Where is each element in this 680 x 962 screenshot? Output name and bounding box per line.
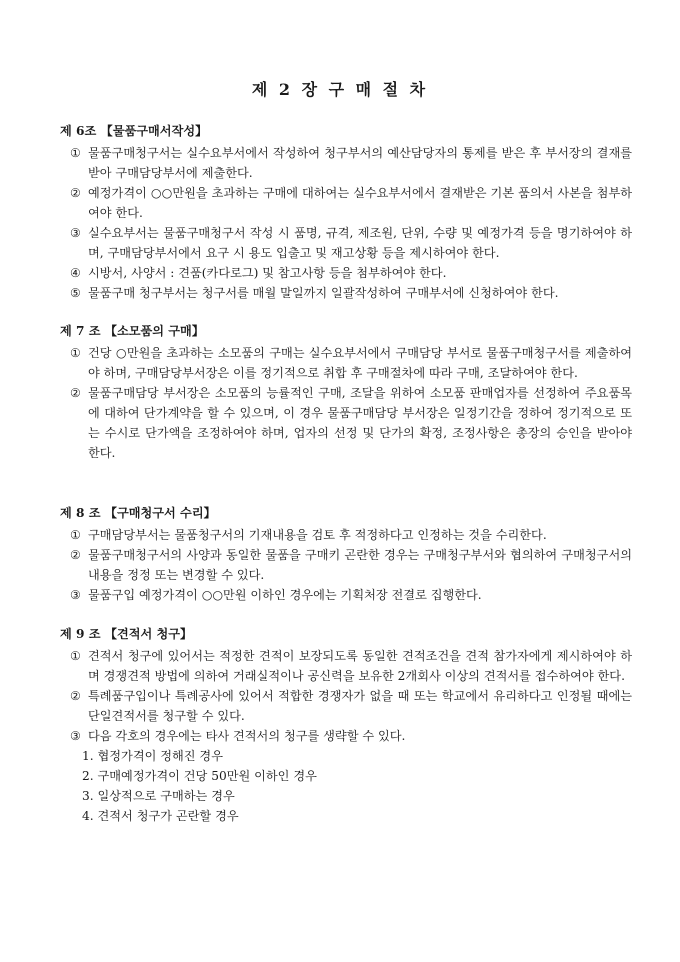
article-9 [60,624,632,826]
list-item [60,143,632,183]
item-text: 예정가격이 ○○만원을 초과하는 구매에 대하여는 실수요부서에서 결재받은 기본 품의서 사본을 첨부하여야 한다. [88,186,632,220]
item-text: 실수요부서는 물품구매청구서 작성 시 품명, 규격, 제조원, 단위, 수량 및 예정가격 등을 명기하여야 하며, 구매담당부서에서 요구 시 용도 입출고 및 재고상황 등을 제시하여야 한다. [88,226,632,260]
item-number: ③ [70,226,81,240]
item-text: 구매담당부서는 물품청구서의 기재내용을 검토 후 적정하다고 인정하는 것을 수리한다. [88,528,547,542]
item-number: ④ [70,266,81,280]
list-item [60,383,632,463]
list-item [60,585,632,605]
item-number: ② [70,186,81,200]
list-item [60,686,632,726]
item-number: ① [70,346,81,360]
list-item [60,283,632,303]
item-number: ① [70,146,81,160]
item-text: 다음 각호의 경우에는 타사 견적서의 청구를 생략할 수 있다. [88,729,406,743]
article-heading: 제 9 조 【견적서 청구】 [60,627,193,641]
item-number: ② [70,689,81,703]
list-item [60,545,632,585]
article-heading: 제 7 조 【소모품의 구매】 [60,324,205,338]
list-item [60,263,632,283]
list-item [60,183,632,223]
sub-item: 2. 구매예정가격이 건당 50만원 이하인 경우 [82,769,317,783]
item-text: 특례품구입이나 특례공사에 있어서 적합한 경쟁자가 없을 때 또는 학교에서 유리하다고 인정될 때에는 단일견적서를 청구할 수 있다. [88,689,632,723]
item-text: 물품구매청구서는 실수요부서에서 작성하여 청구부서의 예산담당자의 통제를 받은 후 부서장의 결재를 받아 구매담당부서에 제출한다. [88,146,632,180]
item-text: 물품구매담당 부서장은 소모품의 능률적인 구매, 조달을 위하여 소모품 판매업자를 선정하여 주요품목에 대하여 단가계약을 할 수 있으며, 이 경우 물품구매담당 부서장은 일정기간을 정하여 정기적으로 또는 수시로 단가액을 조정하여야 하며, 업자의 선정 및 단가의 확정, 조정사항은 총장의 승인을 받아야 한다. [88,386,632,460]
sub-item: 3. 일상적으로 구매하는 경우 [82,789,235,803]
item-text: 건당 ○만원을 초과하는 소모품의 구매는 실수요부서에서 구매담당 부서로 물품구매청구서를 제출하여야 하며, 구매담당부서장은 이를 정기적으로 취합 후 구매절차에 따라 구매, 조달하여야 한다. [88,346,632,380]
item-text: 물품구매청구서의 사양과 동일한 물품을 구매키 곤란한 경우는 구매청구부서와 협의하여 구매청구서의 내용을 정정 또는 변경할 수 있다. [88,548,632,582]
item-text: 견적서 청구에 있어서는 적정한 견적이 보장되도록 동일한 견적조건을 견적 참가자에게 제시하여야 하며 경쟁견적 방법에 의하여 거래실적이나 공신력을 보유한 2개회사 이상의 견적서를 접수하여야 한다. [88,649,632,683]
list-item [60,343,632,383]
article-8 [60,503,632,605]
item-number: ② [70,548,81,562]
sub-item: 1. 협정가격이 정해진 경우 [82,749,223,763]
article-heading: 제 8 조 【구매청구서 수리】 [60,506,216,520]
item-text: 물품구매 청구부서는 청구서를 매월 말일까지 일괄작성하여 구매부서에 신청하여야 한다. [88,286,559,300]
article-heading: 제 6조 【물품구매서작성】 [60,124,208,138]
list-item [60,646,632,686]
item-number: ③ [70,588,81,602]
item-number: ⑤ [70,286,81,300]
chapter-title: 제 2 장 구 매 절 차 [251,80,429,99]
item-number: ③ [70,729,81,743]
article-7 [60,321,632,463]
article-6 [60,121,632,303]
list-item [60,525,632,545]
item-text: 물품구입 예정가격이 ○○만원 이하인 경우에는 기획처장 전결로 집행한다. [88,588,482,602]
list-item [60,223,632,263]
item-number: ① [70,649,81,663]
item-text: 시방서, 사양서 : 견품(카다로그) 및 참고사항 등을 첨부하여야 한다. [88,266,447,280]
sub-item: 4. 견적서 청구가 곤란할 경우 [82,809,239,823]
list-item [60,726,632,746]
item-number: ② [70,386,81,400]
item-number: ① [70,528,81,542]
